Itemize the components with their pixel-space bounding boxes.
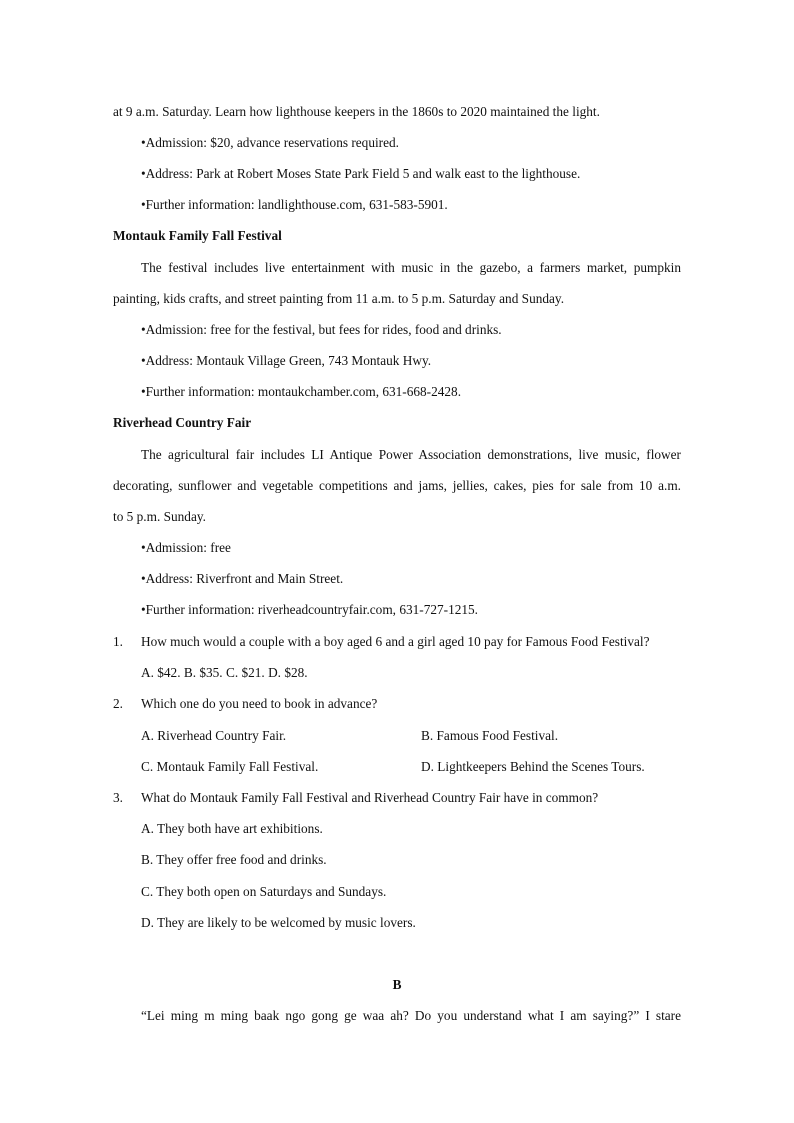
section-b-label: B [392,977,402,992]
question-2-option-c: C. Montauk Family Fall Festival. [141,759,319,774]
question-3-option-d: D. They are likely to be welcomed by music lovers. [141,915,416,930]
riverhead-info: •Further information: riverheadcountryfair.com, 631-727-1215. [141,602,478,617]
lighthouse-info: •Further information: landlighthouse.com, 631-583-5901. [141,197,448,212]
question-2-option-b: B. Famous Food Festival. [421,728,559,743]
riverhead-address: •Address: Riverfront and Main Street. [141,571,344,586]
question-3-option-a: A. They both have art exhibitions. [141,821,323,836]
section-b-first-line: “Lei ming m ming baak ngo gong ge waa ah? Do you understand what I am saying?” I stare [141,1008,681,1023]
question-3-option-c: C. They both open on Saturdays and Sundays. [141,884,387,899]
question-2-option-d: D. Lightkeepers Behind the Scenes Tours. [421,759,645,774]
montauk-admission: •Admission: free for the festival, but fees for rides, food and drinks. [141,322,502,337]
montauk-body-line-1: The festival includes live entertainment with music in the gazebo, a farmers market, pumpkin [141,260,681,275]
montauk-body-line-2: painting, kids crafts, and street painting from 11 a.m. to 5 p.m. Saturday and Sunday. [113,291,565,306]
montauk-heading: Montauk Family Fall Festival [113,228,282,243]
question-1-text: How much would a couple with a boy aged 6 and a girl aged 10 pay for Famous Food Festival? [141,634,650,649]
question-2-text: Which one do you need to book in advance? [141,696,378,711]
montauk-info: •Further information: montaukchamber.com, 631-668-2428. [141,384,462,399]
question-3-text: What do Montauk Family Fall Festival and Riverhead Country Fair have in common? [141,790,599,805]
montauk-address: •Address: Montauk Village Green, 743 Montauk Hwy. [141,353,432,368]
question-1-options: A. $42. B. $35. C. $21. D. $28. [141,665,308,680]
lighthouse-address: •Address: Park at Robert Moses State Park Field 5 and walk east to the lighthouse. [141,166,581,181]
question-3-option-b: B. They offer free food and drinks. [141,852,327,867]
riverhead-body-line-2: decorating, sunflower and vegetable competitions and jams, jellies, cakes, pies for sale from 10 a.m. [113,478,681,493]
riverhead-heading: Riverhead Country Fair [113,415,252,430]
riverhead-body-line-3: to 5 p.m. Sunday. [113,509,206,524]
question-2-option-a: A. Riverhead Country Fair. [141,728,287,743]
question-3-number: 3. [113,790,123,805]
riverhead-admission: •Admission: free [141,540,231,555]
intro-tail-text: at 9 a.m. Saturday. Learn how lighthouse keepers in the 1860s to 2020 maintained the light. [113,104,600,119]
question-1-number: 1. [113,634,123,649]
question-2-number: 2. [113,696,123,711]
riverhead-body-line-1: The agricultural fair includes LI Antique Power Association demonstrations, live music, flower [141,447,681,462]
lighthouse-admission: •Admission: $20, advance reservations required. [141,135,399,150]
